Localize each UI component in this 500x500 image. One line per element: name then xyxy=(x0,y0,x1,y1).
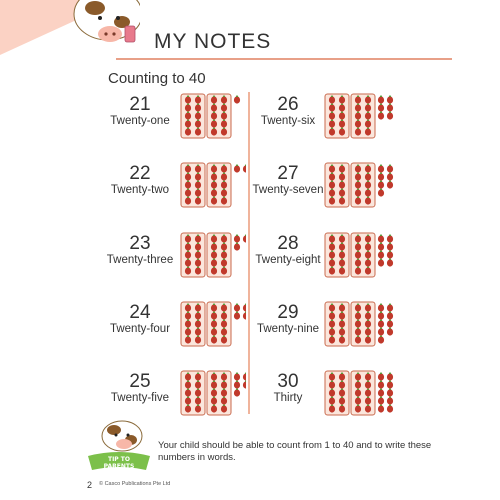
strawberry-icon xyxy=(234,96,240,104)
counting-trays xyxy=(324,93,394,139)
tip-badge-line1: TIP TO xyxy=(107,456,131,463)
strawberry-icon xyxy=(378,189,384,197)
entry-24 xyxy=(100,303,180,336)
entry-word: Thirty xyxy=(273,392,303,404)
entry-number: 26 xyxy=(277,94,299,115)
strawberry-icon xyxy=(234,165,240,173)
ten-frame-tray xyxy=(325,233,349,277)
strawberry-icon xyxy=(387,104,393,112)
ten-frame-tray xyxy=(351,94,375,138)
entry-word: Twenty-six xyxy=(260,115,316,127)
counting-trays xyxy=(180,370,246,416)
ten-frame-tray xyxy=(351,302,375,346)
strawberry-icon xyxy=(378,336,384,344)
entry-word: Twenty-five xyxy=(110,392,170,404)
entry-28 xyxy=(248,234,328,267)
ten-frame-tray xyxy=(207,233,231,277)
entry-30 xyxy=(248,372,328,405)
strawberry-icon xyxy=(378,251,384,259)
strawberry-icon xyxy=(387,251,393,259)
strawberry-icon xyxy=(243,235,246,243)
header-underline xyxy=(116,58,452,60)
strawberry-icon xyxy=(387,235,393,243)
strawberry-icon xyxy=(387,405,393,413)
counting-trays xyxy=(180,162,246,208)
strawberry-icon xyxy=(234,381,240,389)
entry-number: 25 xyxy=(129,371,151,392)
strawberry-icon xyxy=(378,389,384,397)
strawberry-icon xyxy=(243,165,246,173)
strawberry-icon xyxy=(387,259,393,267)
strawberry-icon xyxy=(378,259,384,267)
strawberry-icon xyxy=(243,312,246,320)
ten-frame-tray xyxy=(181,371,205,415)
tip-text: Your child should be able to count from 1 to 40 and to write these numbers in words. xyxy=(158,440,432,463)
page-number: 2 xyxy=(87,480,93,490)
strawberry-icon xyxy=(234,304,240,312)
strawberry-icon xyxy=(387,312,393,320)
entry-number: 23 xyxy=(129,233,151,254)
strawberry-icon xyxy=(378,104,384,112)
entry-29 xyxy=(248,303,328,336)
strawberry-icon xyxy=(378,397,384,405)
ten-frame-tray xyxy=(207,371,231,415)
strawberry-icon xyxy=(378,181,384,189)
ten-frame-tray xyxy=(351,233,375,277)
strawberry-icon xyxy=(387,397,393,405)
strawberry-icon xyxy=(378,112,384,120)
strawberry-icon xyxy=(387,304,393,312)
entry-word: Twenty-two xyxy=(110,184,170,196)
entry-number: 28 xyxy=(277,233,299,254)
entry-21 xyxy=(100,95,180,128)
entry-word: Twenty-four xyxy=(109,323,171,335)
entry-number: 22 xyxy=(129,163,151,184)
entry-word: Twenty-eight xyxy=(255,254,321,266)
entry-22 xyxy=(100,164,180,197)
section-subtitle: Counting to 40 xyxy=(108,70,206,87)
strawberry-icon xyxy=(387,243,393,251)
strawberry-icon xyxy=(378,312,384,320)
ten-frame-tray xyxy=(207,94,231,138)
entry-word: Twenty-three xyxy=(106,254,174,266)
entry-27 xyxy=(248,164,328,197)
strawberry-icon xyxy=(387,181,393,189)
copyright-notice: © Casco Publications Pte Ltd xyxy=(99,481,171,487)
counting-trays xyxy=(324,232,394,278)
ten-frame-tray xyxy=(325,302,349,346)
strawberry-icon xyxy=(387,320,393,328)
strawberry-icon xyxy=(378,96,384,104)
counting-trays xyxy=(180,93,246,139)
strawberry-icon xyxy=(387,381,393,389)
ten-frame-tray xyxy=(181,233,205,277)
entry-number: 24 xyxy=(129,302,151,323)
ten-frame-tray xyxy=(207,163,231,207)
entry-25 xyxy=(100,372,180,405)
counting-trays xyxy=(324,370,394,416)
ten-frame-tray xyxy=(325,163,349,207)
counting-trays xyxy=(324,301,394,347)
strawberry-icon xyxy=(234,235,240,243)
entry-word: Twenty-seven xyxy=(252,184,324,196)
strawberry-icon xyxy=(387,112,393,120)
ten-frame-tray xyxy=(181,302,205,346)
strawberry-icon xyxy=(387,373,393,381)
ten-frame-tray xyxy=(181,94,205,138)
counting-trays xyxy=(180,232,246,278)
entry-number: 21 xyxy=(129,94,151,115)
entry-word: Twenty-one xyxy=(110,115,170,127)
entry-26 xyxy=(248,95,328,128)
strawberry-icon xyxy=(234,389,240,397)
entry-word: Twenty-nine xyxy=(256,323,319,335)
strawberry-icon xyxy=(243,381,246,389)
strawberry-icon xyxy=(234,243,240,251)
strawberry-icon xyxy=(378,235,384,243)
strawberry-icon xyxy=(387,328,393,336)
ten-frame-tray xyxy=(325,371,349,415)
ten-frame-tray xyxy=(351,163,375,207)
ten-frame-tray xyxy=(351,371,375,415)
strawberry-icon xyxy=(378,373,384,381)
strawberry-icon xyxy=(243,373,246,381)
strawberry-icon xyxy=(234,312,240,320)
page-title: MY NOTES xyxy=(154,30,272,53)
entry-number: 29 xyxy=(277,302,299,323)
strawberry-icon xyxy=(378,243,384,251)
strawberry-icon xyxy=(387,96,393,104)
strawberry-icon xyxy=(378,173,384,181)
strawberry-icon xyxy=(378,328,384,336)
strawberry-icon xyxy=(387,389,393,397)
tip-badge-line2: PARENTS xyxy=(103,463,135,470)
strawberry-icon xyxy=(378,165,384,173)
entry-23 xyxy=(100,234,180,267)
ten-frame-tray xyxy=(207,302,231,346)
counting-trays xyxy=(324,162,394,208)
strawberry-icon xyxy=(378,320,384,328)
entry-number: 27 xyxy=(277,163,299,184)
strawberry-icon xyxy=(378,381,384,389)
strawberry-icon xyxy=(378,405,384,413)
tip-to-parents-badge xyxy=(86,420,152,472)
strawberry-icon xyxy=(387,173,393,181)
ten-frame-tray xyxy=(181,163,205,207)
ten-frame-tray xyxy=(325,94,349,138)
strawberry-icon xyxy=(243,304,246,312)
strawberry-icon xyxy=(234,373,240,381)
entry-number: 30 xyxy=(277,371,299,392)
strawberry-icon xyxy=(387,165,393,173)
strawberry-icon xyxy=(378,304,384,312)
counting-trays xyxy=(180,301,246,347)
